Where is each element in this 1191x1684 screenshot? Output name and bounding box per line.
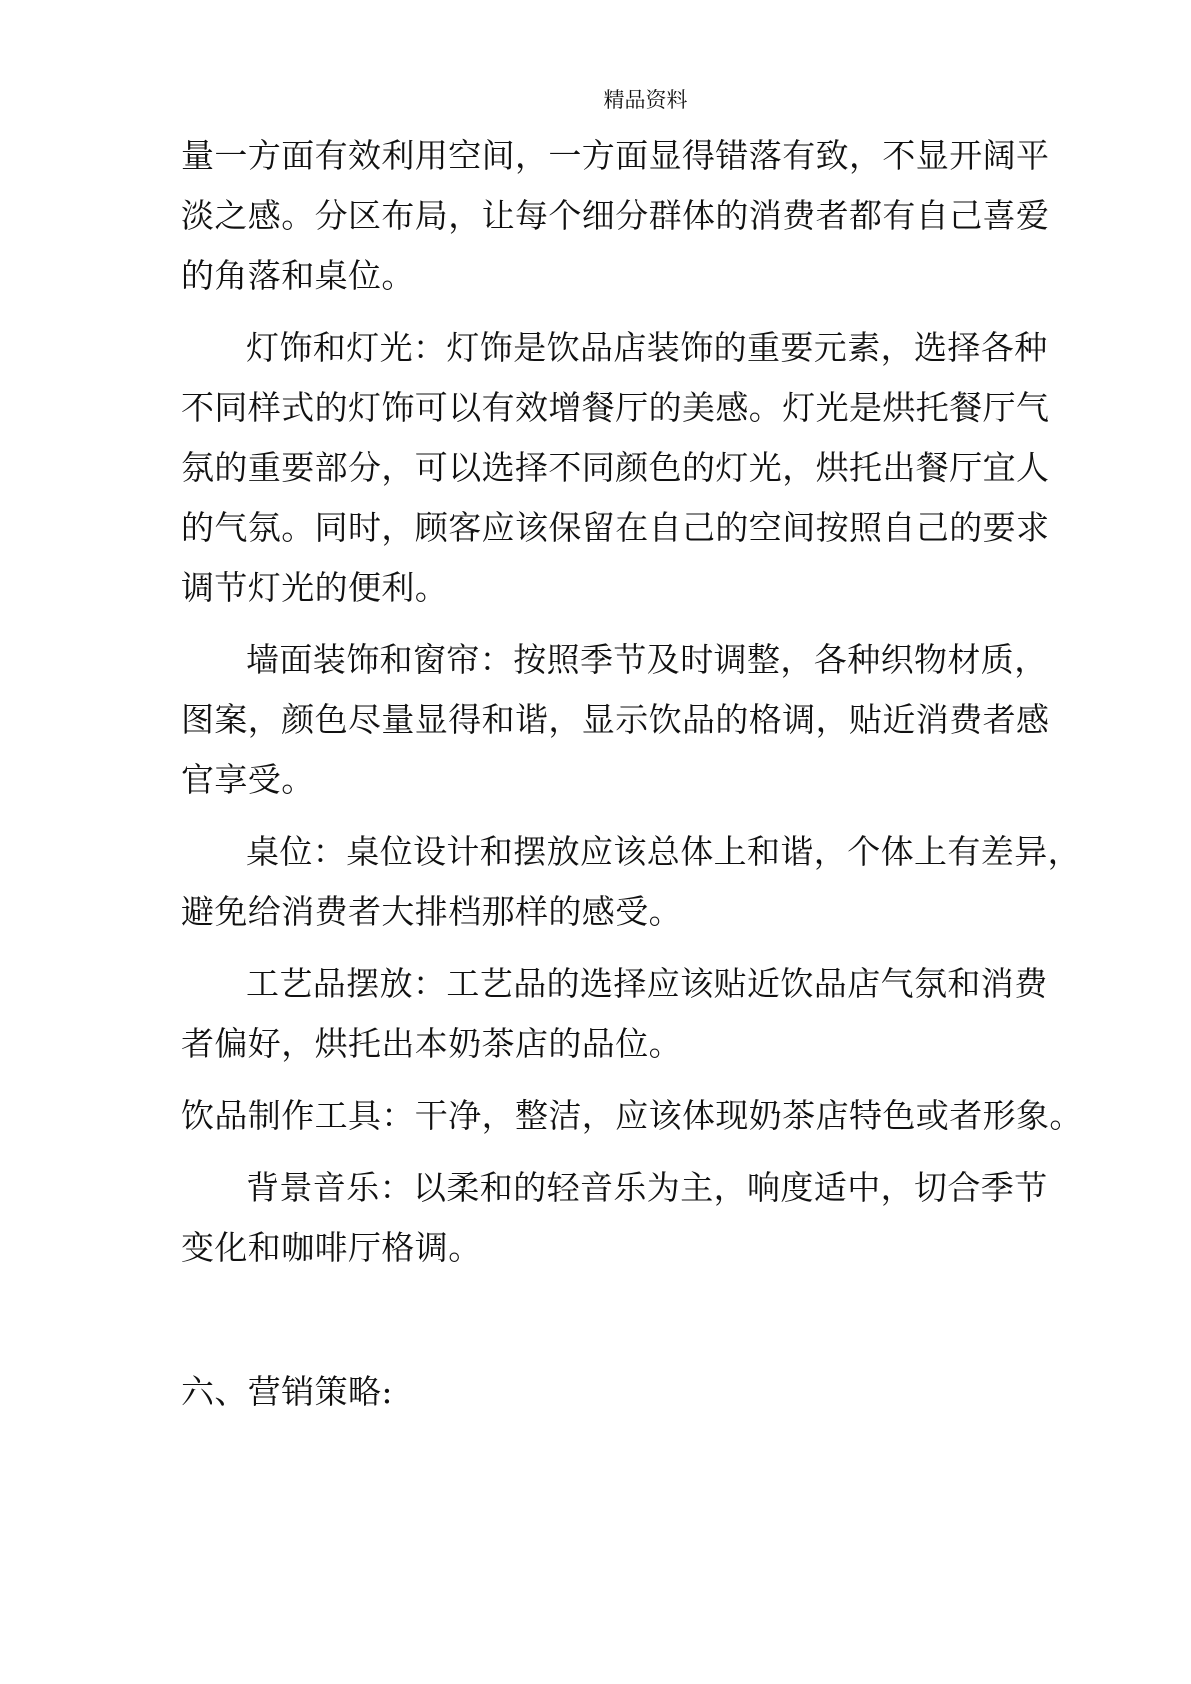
page-header-title: 精品资料: [603, 88, 688, 112]
paragraph-line: 图案，颜色尽量显得和谐，显示饮品的格调，贴近消费者感: [181, 700, 1050, 739]
paragraph-line: 的角落和桌位。: [181, 256, 415, 295]
paragraph-line: 者偏好，烘托出本奶茶店的品位。: [181, 1024, 682, 1063]
paragraph-line: 官享受。: [181, 760, 315, 799]
paragraph-line: 背景音乐：以柔和的轻音乐为主，响度适中，切合季节: [246, 1168, 1048, 1207]
paragraph-line: 量一方面有效利用空间，一方面显得错落有致，不显开阔平: [181, 136, 1050, 175]
paragraph-line: 灯饰和灯光：灯饰是饮品店装饰的重要元素，选择各种: [246, 328, 1048, 367]
paragraph-line: 调节灯光的便利。: [181, 568, 449, 607]
paragraph-line: 氛的重要部分，可以选择不同颜色的灯光，烘托出餐厅宜人: [181, 448, 1050, 487]
paragraph-line: 工艺品摆放：工艺品的选择应该贴近饮品店气氛和消费: [246, 964, 1048, 1003]
paragraph-line: 墙面装饰和窗帘：按照季节及时调整，各种织物材质，: [246, 640, 1048, 679]
paragraph-line: 桌位：桌位设计和摆放应该总体上和谐，个体上有差异，: [246, 832, 1081, 871]
paragraph-line: 避免给消费者大排档那样的感受。: [181, 892, 682, 931]
paragraph-line: 饮品制作工具：干净，整洁，应该体现奶茶店特色或者形象。: [181, 1096, 1083, 1135]
paragraph-line: 不同样式的灯饰可以有效增餐厅的美感。灯光是烘托餐厅气: [181, 388, 1050, 427]
paragraph-line: 淡之感。分区布局，让每个细分群体的消费者都有自己喜爱: [181, 196, 1050, 235]
paragraph-line: 的气氛。同时，顾客应该保留在自己的空间按照自己的要求: [181, 508, 1050, 547]
section-heading: 六、营销策略:: [181, 1372, 393, 1411]
paragraph-line: 变化和咖啡厅格调。: [181, 1228, 482, 1267]
